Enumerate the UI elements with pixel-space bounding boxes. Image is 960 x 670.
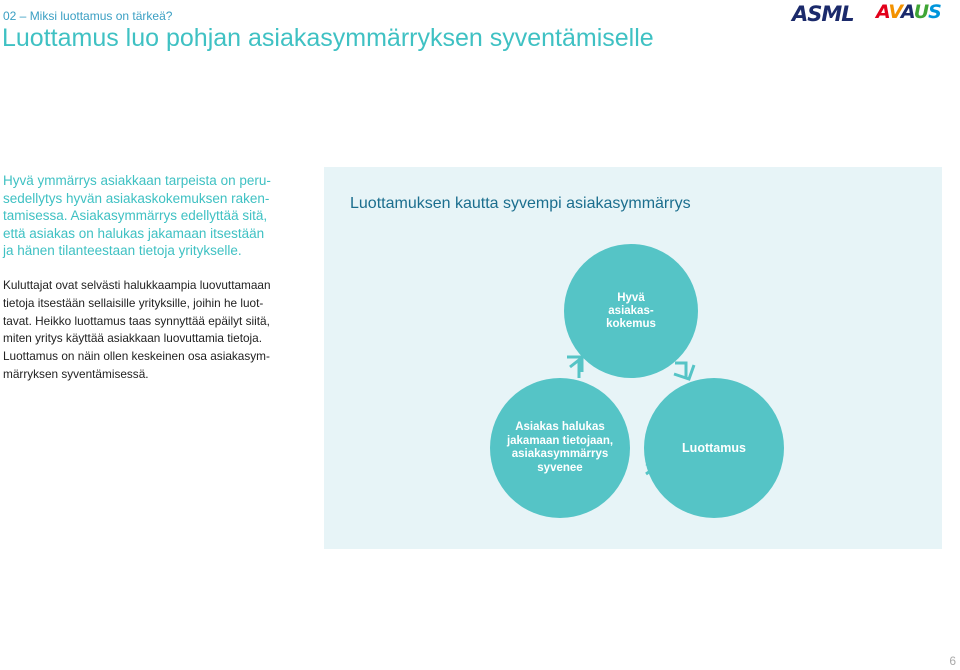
asml-logo-text: ASML bbox=[792, 2, 854, 26]
breadcrumb: 02 – Miksi luottamus on tärkeä? bbox=[3, 9, 173, 23]
diagram-panel bbox=[324, 167, 942, 549]
diagram-title: Luottamuksen kautta syvempi asiakasymmärrys bbox=[350, 195, 691, 212]
circle-left-label: Asiakas halukas jakamaan tietojaan, asiakasymmärrys syvenee bbox=[506, 421, 614, 474]
circle-trust bbox=[644, 378, 784, 518]
avaus-logo-letter-1: A bbox=[876, 1, 889, 23]
avaus-logo bbox=[876, 1, 941, 23]
circle-right-label: Luottamus bbox=[682, 441, 746, 455]
intro-text: Hyvä ymmärrys asiakkaan tarpeista on peru- sedellytys hyvän asiakaskokemuksen raken- tamisessa. Asiakasymmärrys edellyttää sitä, että asiakas on halukas jakamaan itsestään ja hänen tilanteestaan tietoja yritykselle. bbox=[3, 173, 271, 259]
circle-top-label: Hyvä asiakas- kokemus bbox=[606, 291, 656, 330]
circle-customer-willing-to-share bbox=[490, 378, 630, 518]
asml-logo bbox=[792, 2, 854, 26]
page-title: Luottamus luo pohjan asiakasymmärryksen syventämiselle bbox=[2, 24, 654, 52]
avaus-logo-letter-3: A bbox=[900, 1, 914, 23]
circle-good-customer-experience bbox=[564, 244, 698, 378]
arrow-right-down-head bbox=[674, 365, 694, 379]
arrow-left-up bbox=[570, 360, 579, 378]
avaus-logo-letter-2: V bbox=[888, 1, 901, 23]
body-text: Kuluttajat ovat selvästi halukkaampia luovuttamaan tietoja itsestään sellaisille yrityksille, joihin he luot- tavat. Heikko luottamus taas synnyttää epäilyt siitä, miten yritys käyttää asiakkaan luovuttamia tietoja. Luottamus on näin ollen keskeinen osa asiakasym- märryksen syventämisessä. bbox=[3, 278, 271, 381]
avaus-logo-letter-5: S bbox=[928, 1, 941, 23]
page-number: 6 bbox=[949, 654, 956, 668]
avaus-logo-letter-4: U bbox=[913, 1, 929, 23]
